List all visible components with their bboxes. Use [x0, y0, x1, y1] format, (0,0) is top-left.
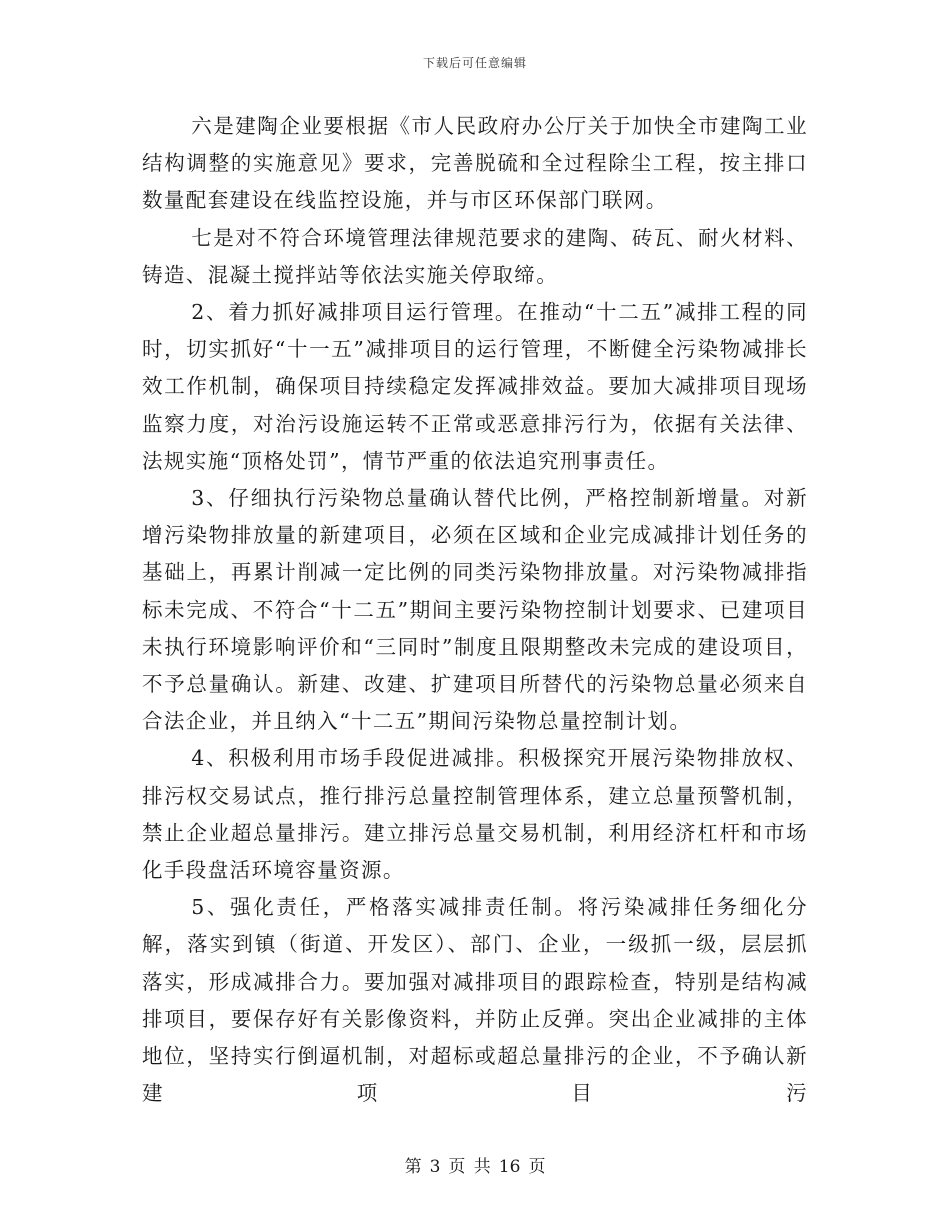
paragraph: 5、强化责任，严格落实减排责任制。将污染减排任务细化分解，落实到镇（街道、开发区）、部门、企业，一级抓一级，层层抓落实，形成减排合力。要加强对减排项目的跟踪检查，特别是结构减排项目，要保存好有关影像资料，并防止反弹。突出企业减排的主体地位，坚持实行倒逼机制，对超标或超总量排污的企业，不予确认新建项目污 — [142, 895, 808, 1106]
document-body — [142, 108, 808, 1112]
paragraph: 4、积极利用市场手段促进减排。积极探究开展污染物排放权、排污权交易试点，推行排污总量控制管理体系，建立总量预警机制，禁止企业超总量排污。建立排污总量交易机制，利用经济杠杆和市场化手段盘活环境容量资源。 — [142, 746, 808, 883]
page-suffix: 页 — [528, 1157, 546, 1177]
paragraph: 3、仔细执行污染物总量确认替代比例，严格控制新增量。对新增污染物排放量的新建项目，必须在区域和企业完成减排计划任务的基础上，再累计削减一定比例的同类污染物排放量。对污染物减排指标未完成、不符合“十二五”期间主要污染物控制计划要求、已建项目未执行环境影响评价和“三同时”制度且限期整改未完成的建设项目，不予总量确认。新建、改建、扩建项目所替代的污染物总量必须来自合法企业，并且纳入“十二五”期间污染物总量控制计划。 — [142, 486, 808, 734]
page-mid: 页 共 — [448, 1157, 491, 1177]
page-footer — [0, 1152, 950, 1177]
paragraph: 六是建陶企业要根据《市人民政府办公厅关于加快全市建陶工业结构调整的实施意见》要求，完善脱硫和全过程除尘工程，按主排口数量配套建设在线监控设施，并与市区环保部门联网。 — [142, 114, 808, 213]
page-number: 3 — [429, 1157, 441, 1177]
total-pages: 16 — [498, 1157, 521, 1177]
paragraph: 2、着力抓好减排项目运行管理。在推动“十二五”减排工程的同时，切实抓好“十一五”减排项目的运行管理，不断健全污染物减排长效工作机制，确保项目持续稳定发挥减排效益。要加大减排项目现场监察力度，对治污设施运转不正常或恶意排污行为，依据有关法律、法规实施“顶格处罚”，情节严重的依法追究刑事责任。 — [142, 300, 808, 473]
paragraph: 七是对不符合环境管理法律规范要求的建陶、砖瓦、耐火材料、铸造、混凝土搅拌站等依法实施关停取缔。 — [142, 225, 808, 287]
page-prefix: 第 — [404, 1157, 422, 1177]
page-header: 下载后可任意编辑 — [422, 56, 527, 70]
